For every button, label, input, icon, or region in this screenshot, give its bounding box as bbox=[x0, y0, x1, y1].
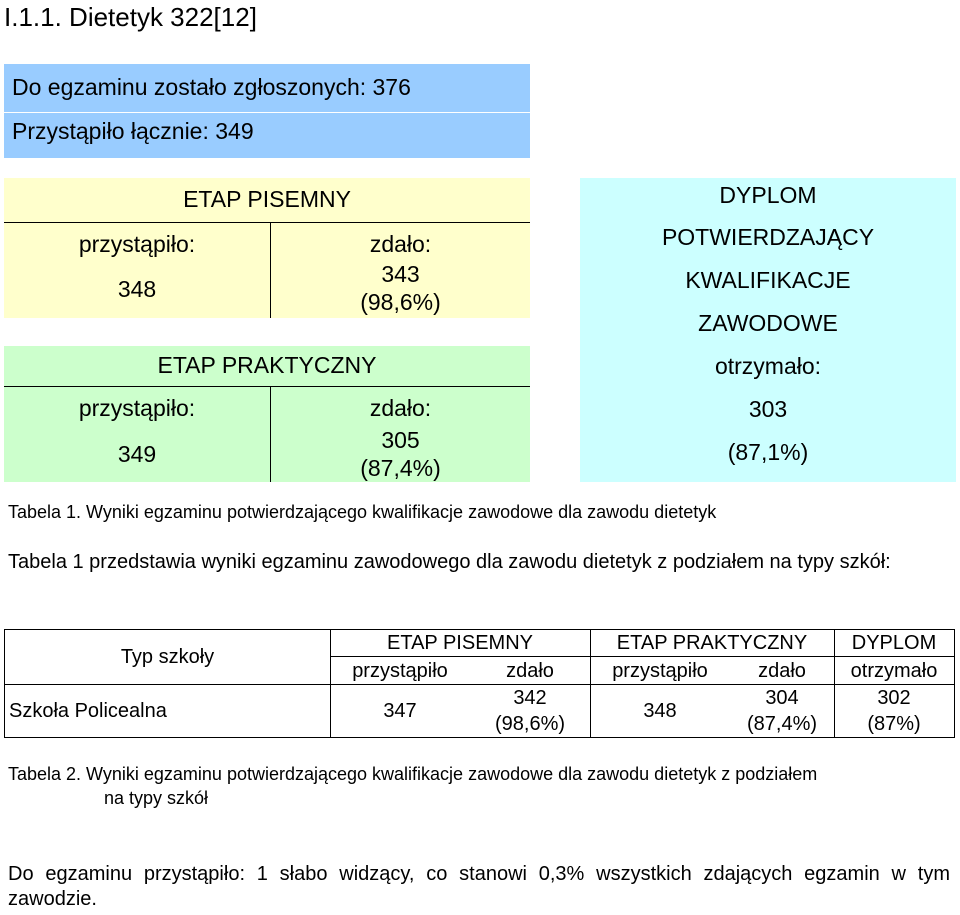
table-1-caption: Tabela 1. Wyniki egzaminu potwierdzającego kwalifikacje zawodowe dla zawodu dietetyk bbox=[8, 502, 717, 522]
table-2-caption-line: na typy szkół bbox=[104, 788, 209, 808]
practical-stage-title: ETAP PRAKTYCZNY bbox=[157, 352, 377, 378]
cell-practical-attended: 348 bbox=[643, 700, 677, 722]
column-group-written: ETAP PISEMNY bbox=[387, 632, 533, 654]
diploma-title-line: DYPLOM bbox=[719, 182, 817, 208]
written-attended-label: przystąpiło: bbox=[78, 231, 196, 257]
diploma-title-line: POTWIERDZAJĄCY bbox=[661, 224, 875, 250]
written-passed-value: 343 bbox=[381, 261, 420, 287]
divider bbox=[4, 386, 530, 387]
written-attended-value: 348 bbox=[117, 276, 157, 302]
column-header-practical-attended: przystąpiło bbox=[612, 660, 708, 682]
results-by-school-table bbox=[4, 629, 955, 738]
practical-passed-pct: (87,4%) bbox=[360, 455, 441, 481]
cell-written-passed: 342 bbox=[513, 687, 547, 709]
column-header-school-type: Typ szkoły bbox=[120, 646, 215, 668]
registered-count: Do egzaminu zostało zgłoszonych: 376 bbox=[12, 74, 411, 100]
practical-passed-value: 305 bbox=[381, 427, 420, 453]
page-title: I.1.1. Dietetyk 322[12] bbox=[4, 2, 257, 32]
column-header-written-passed: zdało bbox=[506, 660, 554, 682]
practical-attended-label: przystąpiło: bbox=[78, 395, 196, 421]
practical-passed-label: zdało: bbox=[369, 395, 432, 421]
practical-attended-value: 349 bbox=[117, 441, 157, 467]
divider bbox=[330, 656, 954, 657]
cell-practical-pct: (87,4%) bbox=[746, 713, 818, 735]
column-header-written-attended: przystąpiło bbox=[352, 660, 448, 682]
column-header-diploma-received: otrzymało bbox=[850, 660, 938, 682]
cell-diploma-received: 302 bbox=[877, 687, 911, 709]
column-header-practical-passed: zdało bbox=[758, 660, 806, 682]
column-group-diploma: DYPLOM bbox=[851, 632, 937, 654]
cell-diploma-pct: (87%) bbox=[867, 713, 921, 735]
written-passed-label: zdało: bbox=[369, 231, 432, 257]
paragraph-note: Do egzaminu przystąpiło: 1 słabo widzący, co stanowi 0,3% wszystkich zdających egzamin w tym zawodzie. bbox=[8, 863, 950, 910]
row-school-name: Szkoła Policealna bbox=[9, 700, 167, 722]
diploma-received-pct: (87,1%) bbox=[727, 439, 809, 465]
divider bbox=[4, 222, 530, 223]
written-stage-title: ETAP PISEMNY bbox=[183, 186, 351, 212]
cell-practical-passed: 304 bbox=[765, 687, 799, 709]
cell-written-attended: 347 bbox=[383, 700, 417, 722]
diploma-title-line: ZAWODOWE bbox=[698, 310, 838, 336]
paragraph-intro: Tabela 1 przedstawia wyniki egzaminu zawodowego dla zawodu dietetyk z podziałem na typy szkół: bbox=[8, 551, 891, 573]
table-2-caption-line: Tabela 2. Wyniki egzaminu potwierdzającego kwalifikacje zawodowe dla zawodu dietetyk z podziałem bbox=[8, 764, 818, 784]
diploma-received-label: otrzymało: bbox=[714, 353, 822, 379]
cell-written-pct: (98,6%) bbox=[494, 713, 566, 735]
attended-count: Przystąpiło łącznie: 349 bbox=[12, 118, 254, 144]
diploma-received-value: 303 bbox=[748, 396, 788, 422]
diploma-title-line: KWALIFIKACJE bbox=[685, 267, 851, 293]
written-passed-pct: (98,6%) bbox=[360, 289, 441, 315]
divider bbox=[5, 684, 954, 685]
practical-stage-box bbox=[4, 346, 530, 482]
column-group-practical: ETAP PRAKTYCZNY bbox=[616, 632, 808, 654]
table-2-caption bbox=[8, 762, 950, 810]
summary-box bbox=[4, 64, 530, 158]
written-stage-box bbox=[4, 178, 530, 318]
summary-divider bbox=[4, 112, 530, 113]
diploma-box bbox=[580, 178, 956, 482]
